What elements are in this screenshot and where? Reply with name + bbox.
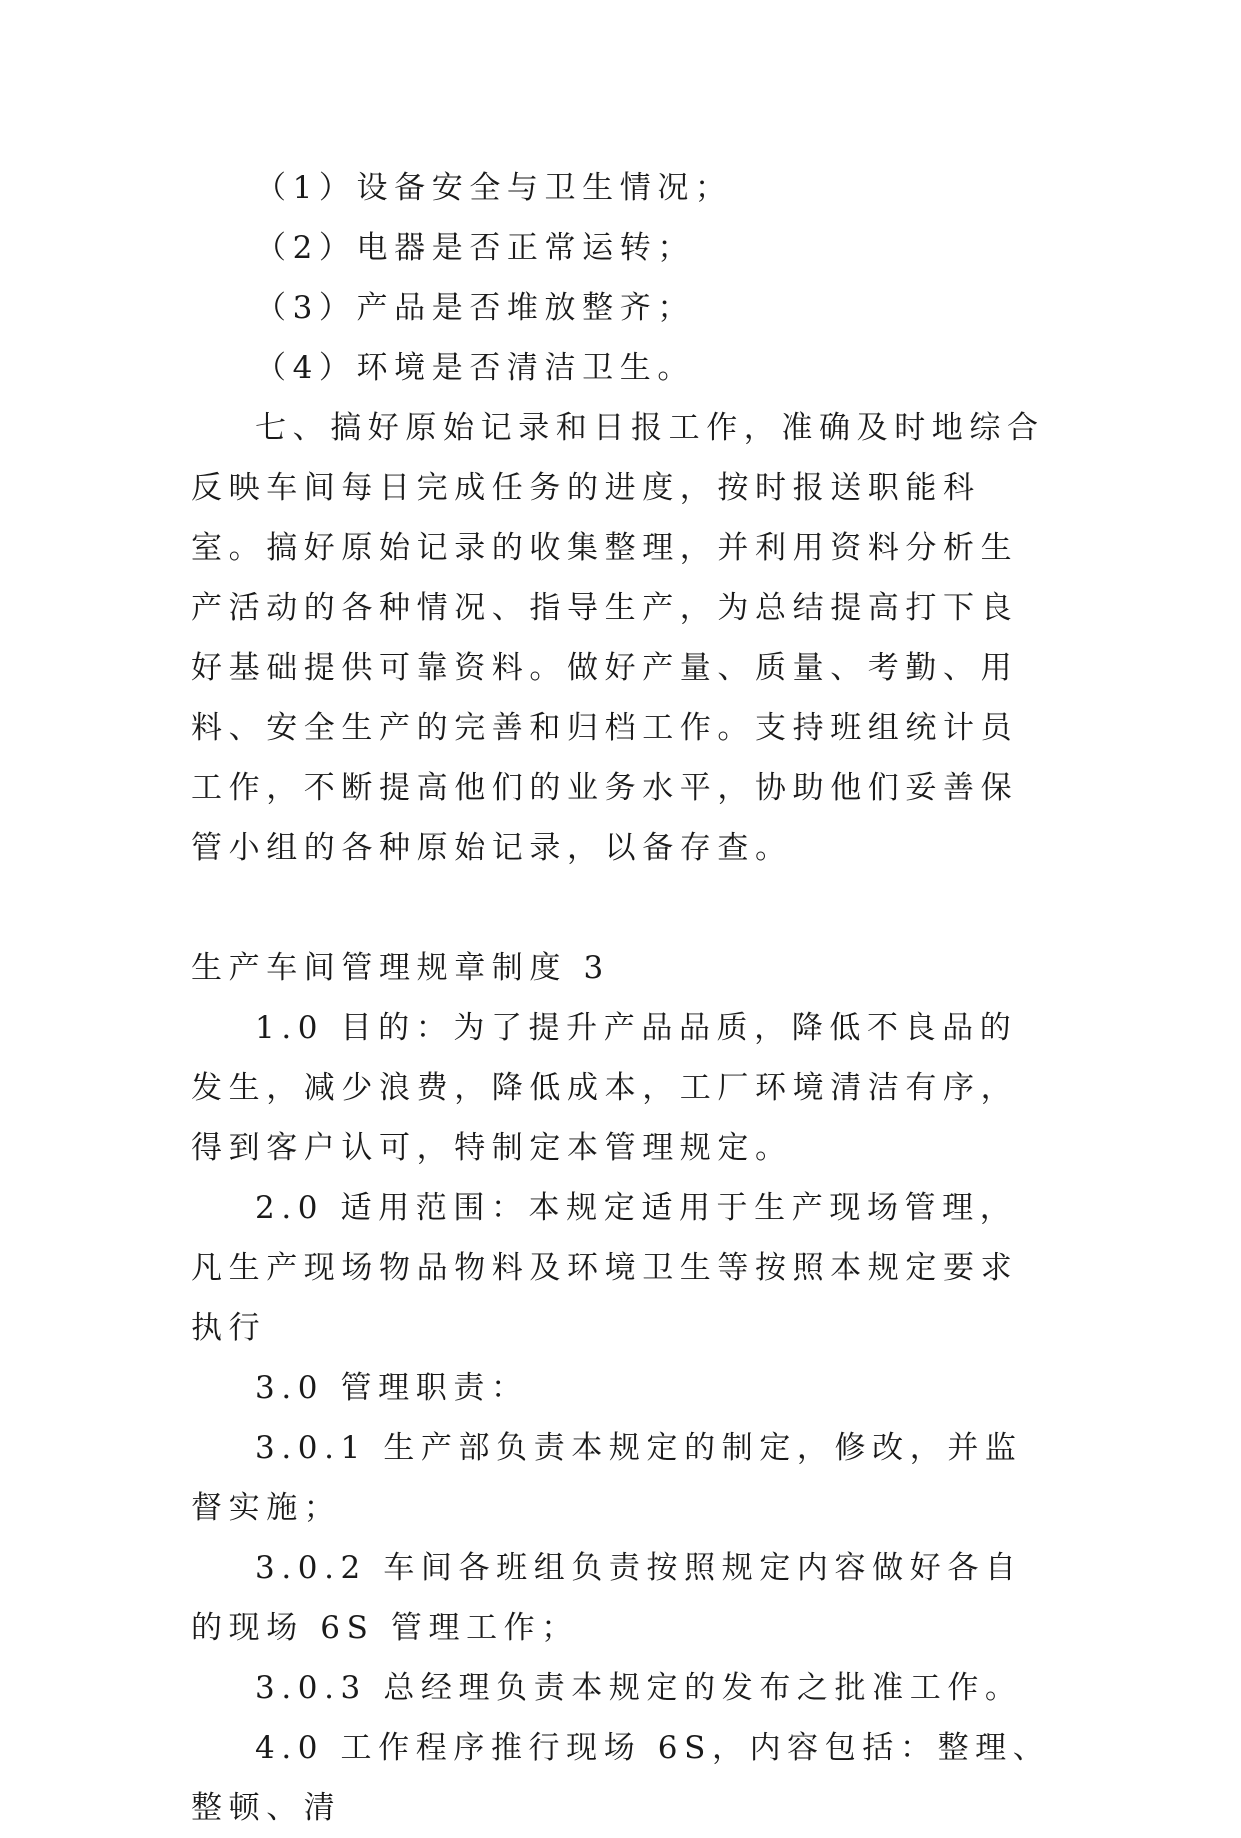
clause-paragraph: 3.0.1 生产部负责本规定的制定，修改，并监督实施； <box>191 1430 1023 1526</box>
section-spacer <box>191 878 1051 938</box>
list-item: （1）设备安全与卫生情况； <box>255 170 733 206</box>
list-item: （3）产品是否堆放整齐； <box>255 290 695 326</box>
clause-paragraph: 3.0.3 总经理负责本规定的发布之批准工作。 <box>255 1670 1023 1706</box>
section-heading: 生产车间管理规章制度 3 <box>191 950 610 986</box>
document-body <box>191 158 1051 1838</box>
list-item: （4）环境是否清洁卫生。 <box>255 350 695 386</box>
list-item: （2）电器是否正常运转； <box>255 230 695 266</box>
clause-paragraph: 2.0 适用范围：本规定适用于生产现场管理，凡生产现场物品物料及环境卫生等按照本规定要求执行 <box>191 1190 1019 1346</box>
clause-paragraph: 1.0 目的：为了提升产品品质，降低不良品的发生，减少浪费，降低成本，工厂环境清洁有序，得到客户认可，特制定本管理规定。 <box>191 1010 1019 1166</box>
section-7-paragraph: 七、搞好原始记录和日报工作，准确及时地综合反映车间每日完成任务的进度，按时报送职能科室。搞好原始记录的收集整理，并利用资料分析生产活动的各种情况、指导生产，为总结提高打下良好基础提供可靠资料。做好产量、质量、考勤、用料、安全生产的完善和归档工作。支持班组统计员工作，不断提高他们的业务水平，协助他们妥善保管小组的各种原始记录，以备存查。 <box>191 410 1045 866</box>
clause-paragraph: 3.0 管理职责： <box>255 1370 529 1406</box>
clause-paragraph: 4.0 工作程序推行现场 6S，内容包括：整理、整顿、清 <box>191 1730 1051 1826</box>
clause-paragraph: 3.0.2 车间各班组负责按照规定内容做好各自的现场 6S 管理工作； <box>191 1550 1023 1646</box>
